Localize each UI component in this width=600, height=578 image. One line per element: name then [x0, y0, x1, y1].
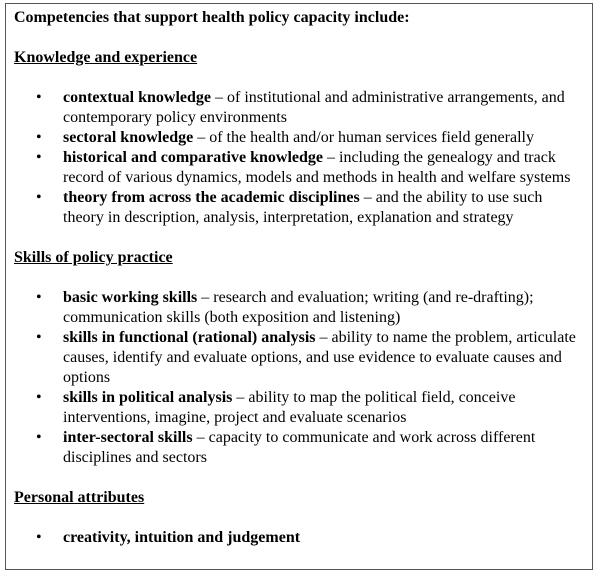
item-term: skills in political analysis [63, 389, 233, 406]
list-item [14, 528, 586, 548]
item-term: basic working skills [63, 289, 198, 306]
item-term: historical and comparative knowledge [63, 149, 323, 166]
bullet-icon: • [36, 329, 42, 346]
item-desc: – and the ability to use such theory in description, analysis, interpretation, explanation and strategy [63, 189, 543, 226]
bullet-icon: • [36, 389, 42, 406]
bullet-list [14, 528, 584, 548]
list-item [14, 148, 586, 188]
box-title: Competencies that support health policy capacity include: [14, 9, 410, 26]
competencies-box [5, 3, 593, 570]
section-heading: Knowledge and experience [14, 49, 198, 66]
bullet-list [14, 88, 584, 228]
bullet-list [14, 288, 584, 468]
list-item [14, 388, 586, 428]
item-desc: – ability to name the problem, articulate causes, identify and evaluate options, and use evidence to evaluate causes and options [63, 329, 576, 386]
section-heading: Personal attributes [14, 489, 145, 506]
bullet-icon: • [36, 189, 42, 206]
item-term: skills in functional (rational) analysis [63, 329, 316, 346]
bullet-icon: • [36, 149, 42, 166]
list-item [14, 428, 586, 468]
list-item [14, 128, 586, 148]
bullet-icon: • [36, 129, 42, 146]
item-term: creativity, intuition and judgement [63, 529, 301, 546]
item-term: theory from across the academic disciplines [63, 189, 360, 206]
item-term: sectoral knowledge [63, 129, 194, 146]
bullet-icon: • [36, 429, 42, 446]
section-heading: Skills of policy practice [14, 249, 173, 266]
item-desc: – including the genealogy and track record of various dynamics, models and methods in health and welfare systems [63, 149, 571, 186]
list-item [14, 328, 586, 388]
item-term: contextual knowledge [63, 89, 211, 106]
bullet-icon: • [36, 289, 42, 306]
item-desc: – research and evaluation; writing (and re-drafting); communication skills (both exposition and listening) [63, 289, 534, 326]
item-desc: – of the health and/or human services field generally [193, 129, 534, 146]
item-desc: – ability to map the political field, conceive interventions, imagine, project and evaluate scenarios [63, 389, 516, 426]
list-item [14, 88, 586, 128]
bullet-icon: • [36, 89, 42, 106]
bullet-icon: • [36, 529, 42, 546]
list-item [14, 288, 586, 328]
item-desc: – of institutional and administrative arrangements, and contemporary policy environments [63, 89, 565, 126]
item-term: inter-sectoral skills [63, 429, 193, 446]
list-item [14, 188, 586, 228]
item-desc: – capacity to communicate and work across different disciplines and sectors [63, 429, 536, 466]
